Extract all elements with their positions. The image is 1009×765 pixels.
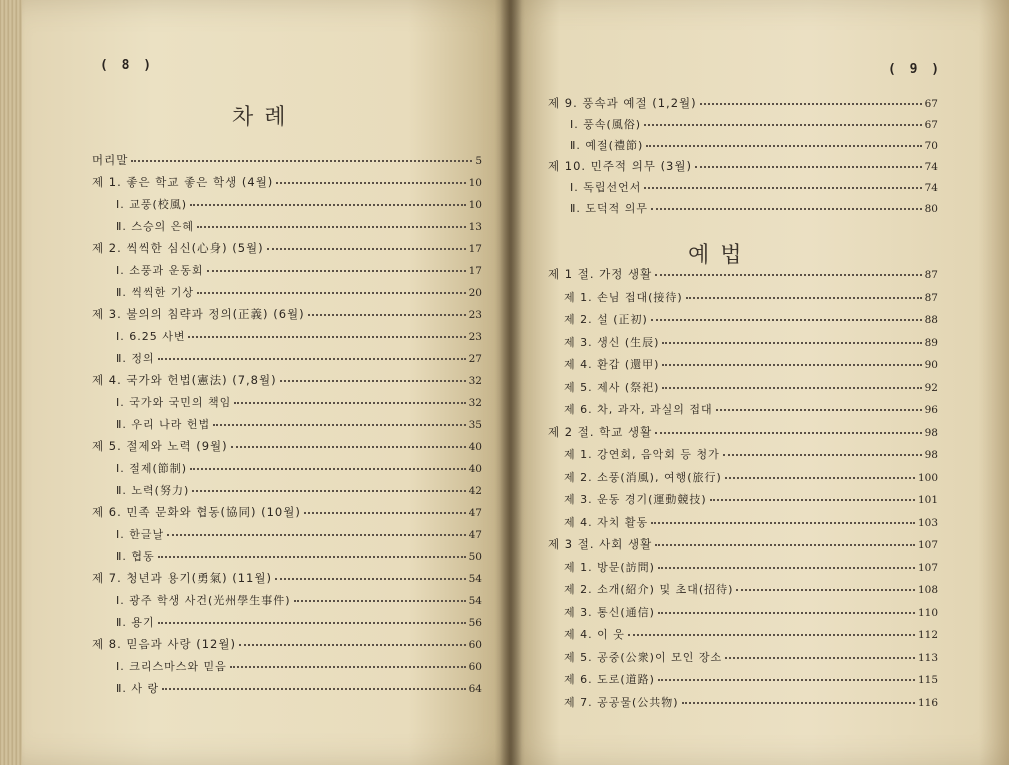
dot-leader [651, 522, 915, 524]
toc-item-row [92, 350, 482, 372]
dot-leader [662, 364, 921, 366]
toc-chapter-row [92, 174, 482, 196]
etiquette-title: 예 법 [688, 243, 744, 268]
page-number-right: ( 9 ) [888, 62, 943, 77]
toc-entry-label: 제 2. 설 (正初) [564, 313, 648, 326]
dot-leader [158, 556, 466, 558]
dot-leader [651, 319, 922, 321]
toc-entry-label: 제 4. 자치 활동 [564, 515, 649, 529]
toc-item-row [548, 116, 938, 137]
dot-leader [230, 666, 466, 668]
toc-item-row [92, 284, 482, 306]
dot-leader [280, 380, 466, 382]
toc-entry-label: 제 1. 손님 접대(接待) [564, 290, 683, 304]
toc-item-row [548, 694, 938, 717]
toc-item-row [548, 649, 938, 672]
toc-entry-label: 제 2. 소풍(消風), 여행(旅行) [564, 470, 722, 484]
toc-chapter-row [92, 636, 482, 658]
toc-item-row [92, 460, 482, 482]
dot-leader [662, 387, 921, 389]
toc-entry-label: 제 5. 제사 (祭祀) [564, 380, 660, 394]
toc-entry-label: 제 2. 씩씩한 심신(心身) (5월) [92, 241, 264, 255]
toc-item-row [92, 526, 482, 548]
toc-page-number: 70 [924, 140, 938, 152]
toc-page-number: 23 [468, 309, 482, 321]
toc-page-number: 110 [917, 606, 938, 619]
toc-page-number: 90 [924, 359, 938, 371]
toc-page-number: 89 [924, 336, 938, 349]
toc-item-row [92, 592, 482, 614]
dot-leader [267, 248, 466, 250]
dot-leader [131, 160, 472, 162]
toc-entry-label: 제 4. 이 웃 [564, 628, 625, 641]
toc-page-number: 87 [924, 291, 938, 304]
dot-leader [213, 424, 465, 426]
toc-page-number: 108 [917, 584, 938, 596]
toc-item-row [92, 196, 482, 218]
toc-entry-label: Ⅰ. 교풍(校風) [116, 198, 188, 211]
toc-page-number: 40 [468, 441, 482, 453]
dot-leader [294, 600, 466, 602]
toc-page-number: 47 [468, 507, 482, 519]
toc-entry-label: 머리말 [92, 153, 129, 167]
toc-entry-label: Ⅰ. 절제(節制) [116, 462, 188, 475]
toc-chapter-row [548, 158, 938, 179]
toc-entry-label: 제 3. 불의의 침략과 정의(正義) (6월) [92, 307, 305, 321]
toc-page-number: 17 [468, 265, 482, 277]
toc-entry-label: 제 10. 민주적 의무 (3월) [548, 159, 692, 173]
dot-leader [275, 578, 466, 580]
toc-item-row [548, 559, 938, 582]
dot-leader [190, 468, 466, 470]
toc-entry-label: 제 7. 공공물(公共物) [564, 695, 679, 709]
toc-page-number: 74 [924, 161, 938, 173]
toc-page-number: 5 [475, 155, 482, 167]
toc-entry-label: 제 1. 방문(訪問) [564, 560, 655, 574]
dot-leader [188, 336, 465, 338]
dot-leader [190, 204, 466, 206]
toc-item-row [92, 328, 482, 350]
toc-entry-label: 제 1. 좋은 학교 좋은 학생 (4월) [92, 175, 274, 189]
dot-leader [207, 270, 466, 272]
dot-leader [658, 612, 915, 614]
toc-item-row [92, 680, 482, 702]
toc-chapter-row [92, 152, 482, 174]
toc-title: 차 례 [232, 105, 288, 130]
toc-item-row [92, 614, 482, 636]
toc-chapter-row [92, 570, 482, 592]
toc-page-number: 32 [468, 397, 482, 409]
toc-item-row [92, 218, 482, 240]
toc-page-number: 67 [924, 98, 938, 110]
toc-page-number: 101 [917, 494, 938, 506]
dot-leader [192, 490, 465, 492]
dot-leader [655, 544, 915, 546]
dot-leader [158, 622, 466, 624]
toc-item-row [548, 137, 938, 158]
toc-item-row [548, 200, 938, 221]
toc-page-number: 98 [924, 426, 938, 439]
toc-entry-label: Ⅱ. 사 랑 [116, 682, 160, 695]
dot-leader [628, 634, 915, 636]
dot-leader [686, 297, 922, 299]
toc-entry-label: Ⅰ. 크리스마스와 믿음 [116, 660, 227, 673]
toc-page-number: 32 [468, 375, 482, 387]
toc-page-number: 92 [924, 381, 938, 394]
dot-leader [234, 402, 465, 404]
toc-page-number: 80 [924, 203, 938, 215]
dot-leader [725, 657, 915, 659]
toc-page-number: 87 [924, 269, 938, 281]
toc-entry-label: Ⅱ. 스승의 은혜 [116, 220, 195, 233]
right-page [510, 0, 1009, 765]
toc-page-number: 96 [924, 404, 938, 416]
dot-leader [162, 688, 465, 690]
toc-page-number: 107 [917, 539, 938, 551]
dot-leader [700, 103, 922, 105]
dot-leader [695, 166, 922, 168]
toc-entry-label: Ⅰ. 소풍과 운동회 [116, 264, 204, 277]
toc-entry-label: 제 2 절. 학교 생활 [548, 424, 653, 439]
toc-page-number: 60 [468, 639, 482, 651]
toc-entry-label: Ⅱ. 씩씩한 기상 [116, 286, 195, 299]
toc-entry-label: 제 3. 생신 (生辰) [564, 335, 660, 349]
toc-item-row [92, 416, 482, 438]
toc-page-number: 98 [924, 449, 938, 461]
dot-leader [662, 342, 921, 344]
toc-entry-label: Ⅰ. 풍속(風俗) [570, 118, 642, 131]
toc-entry-label: 제 4. 환갑 (還甲) [564, 358, 660, 371]
toc-page-number: 60 [468, 661, 482, 673]
toc-page-number: 20 [468, 287, 482, 299]
toc-page-number: 88 [924, 314, 938, 326]
toc-item-row [548, 604, 938, 627]
dot-leader [723, 454, 922, 456]
toc-item-row [548, 334, 938, 357]
toc-entry-label: 제 6. 차, 과자, 과실의 접대 [564, 403, 713, 416]
toc-list-left [92, 152, 482, 702]
dot-leader [646, 145, 921, 147]
toc-entry-label: 제 9. 풍속과 예절 (1,2월) [548, 96, 697, 110]
toc-list-right-bottom [548, 266, 938, 716]
toc-page-number: 112 [917, 629, 938, 641]
toc-item-row [548, 179, 938, 200]
toc-item-row [548, 514, 938, 537]
toc-chapter-row [92, 240, 482, 262]
toc-item-row [548, 356, 938, 379]
toc-page-number: 23 [468, 331, 482, 343]
toc-entry-label: 제 7. 청년과 용기(勇氣) (11월) [92, 571, 272, 585]
toc-entry-label: 제 3. 통신(通信) [564, 605, 655, 619]
toc-page-number: 64 [468, 683, 482, 695]
toc-item-row [92, 548, 482, 570]
toc-page-number: 100 [917, 471, 938, 484]
toc-item-row [92, 394, 482, 416]
toc-chapter-row [548, 266, 938, 289]
toc-item-row [548, 671, 938, 694]
toc-item-row [548, 311, 938, 334]
toc-page-number: 17 [468, 243, 482, 255]
toc-page-number: 54 [468, 595, 482, 607]
toc-entry-label: 제 3 절. 사회 생활 [548, 537, 653, 551]
toc-chapter-row [548, 424, 938, 447]
toc-page-number: 10 [468, 177, 482, 189]
toc-page-number: 40 [468, 463, 482, 475]
toc-page-number: 116 [917, 696, 938, 709]
dot-leader [658, 567, 915, 569]
toc-entry-label: 제 6. 도로(道路) [564, 673, 655, 686]
dot-leader [644, 124, 922, 126]
toc-page-number: 115 [917, 674, 938, 686]
dot-leader [655, 432, 921, 434]
toc-entry-label: 제 6. 민족 문화와 협동(協同) (10월) [92, 505, 301, 519]
toc-item-row [548, 289, 938, 312]
toc-entry-label: Ⅱ. 예절(禮節) [570, 139, 644, 152]
toc-entry-label: Ⅰ. 국가와 국민의 책임 [116, 396, 232, 409]
dot-leader [308, 314, 466, 316]
toc-page-number: 107 [917, 561, 938, 574]
toc-item-row [92, 482, 482, 504]
dot-leader [716, 409, 922, 411]
dot-leader [658, 679, 915, 681]
toc-item-row [548, 379, 938, 402]
toc-entry-label: 제 8. 믿음과 사랑 (12월) [92, 637, 236, 651]
toc-item-row [92, 262, 482, 284]
toc-chapter-row [92, 438, 482, 460]
toc-item-row [548, 491, 938, 514]
dot-leader [651, 208, 922, 210]
toc-chapter-row [92, 306, 482, 328]
toc-item-row [548, 401, 938, 424]
dot-leader [304, 512, 466, 514]
dot-leader [682, 702, 915, 704]
toc-entry-label: Ⅱ. 협동 [116, 550, 155, 563]
toc-entry-label: Ⅱ. 노력(努力) [116, 484, 190, 497]
toc-page-number: 35 [468, 419, 482, 431]
toc-page-number: 50 [468, 551, 482, 563]
toc-entry-label: 제 3. 운동 경기(運動競技) [564, 493, 707, 506]
toc-page-number: 27 [468, 353, 482, 365]
toc-entry-label: Ⅱ. 우리 나라 헌법 [116, 418, 211, 431]
toc-page-number: 47 [468, 529, 482, 541]
dot-leader [655, 274, 921, 276]
toc-page-number: 103 [917, 516, 938, 529]
toc-page-number: 10 [468, 199, 482, 211]
toc-entry-label: Ⅱ. 도덕적 의무 [570, 202, 649, 215]
dot-leader [231, 446, 466, 448]
toc-item-row [548, 469, 938, 492]
toc-item-row [548, 626, 938, 649]
toc-item-row [548, 581, 938, 604]
dot-leader [644, 187, 921, 189]
toc-page-number: 113 [917, 651, 938, 664]
toc-entry-label: Ⅱ. 정의 [116, 352, 155, 365]
toc-entry-label: 제 5. 절제와 노력 (9월) [92, 439, 228, 453]
toc-chapter-row [548, 536, 938, 559]
toc-list-right-top [548, 95, 938, 221]
toc-item-row [548, 446, 938, 469]
dot-leader [197, 292, 466, 294]
toc-page-number: 13 [468, 221, 482, 233]
toc-chapter-row [92, 504, 482, 526]
dot-leader [710, 499, 915, 501]
toc-page-number: 42 [468, 485, 482, 497]
toc-entry-label: 제 1. 강연회, 음악회 등 청가 [564, 448, 720, 461]
toc-page-number: 74 [924, 182, 938, 194]
toc-entry-label: 제 4. 국가와 헌법(憲法) (7,8월) [92, 373, 277, 387]
dot-leader [158, 358, 466, 360]
dot-leader [239, 644, 466, 646]
toc-entry-label: 제 1 절. 가정 생활 [548, 267, 653, 281]
page-number-left: ( 8 ) [100, 58, 155, 73]
toc-chapter-row [92, 372, 482, 394]
toc-entry-label: 제 5. 공중(公衆)이 모인 장소 [564, 650, 723, 664]
toc-page-number: 54 [468, 573, 482, 585]
toc-page-number: 67 [924, 119, 938, 131]
toc-entry-label: 제 2. 소개(紹介) 및 초대(招待) [564, 583, 734, 596]
dot-leader [276, 182, 465, 184]
toc-entry-label: Ⅱ. 용기 [116, 616, 155, 629]
toc-entry-label: Ⅰ. 6.25 사변 [116, 330, 186, 343]
toc-page-number: 56 [468, 617, 482, 629]
dot-leader [197, 226, 466, 228]
toc-chapter-row [548, 95, 938, 116]
dot-leader [736, 589, 915, 591]
toc-entry-label: Ⅰ. 광주 학생 사건(光州學生事件) [116, 594, 291, 607]
dot-leader [167, 534, 466, 536]
toc-entry-label: Ⅰ. 독립선언서 [570, 181, 642, 194]
dot-leader [725, 477, 915, 479]
toc-entry-label: Ⅰ. 한글날 [116, 528, 165, 541]
toc-item-row [92, 658, 482, 680]
